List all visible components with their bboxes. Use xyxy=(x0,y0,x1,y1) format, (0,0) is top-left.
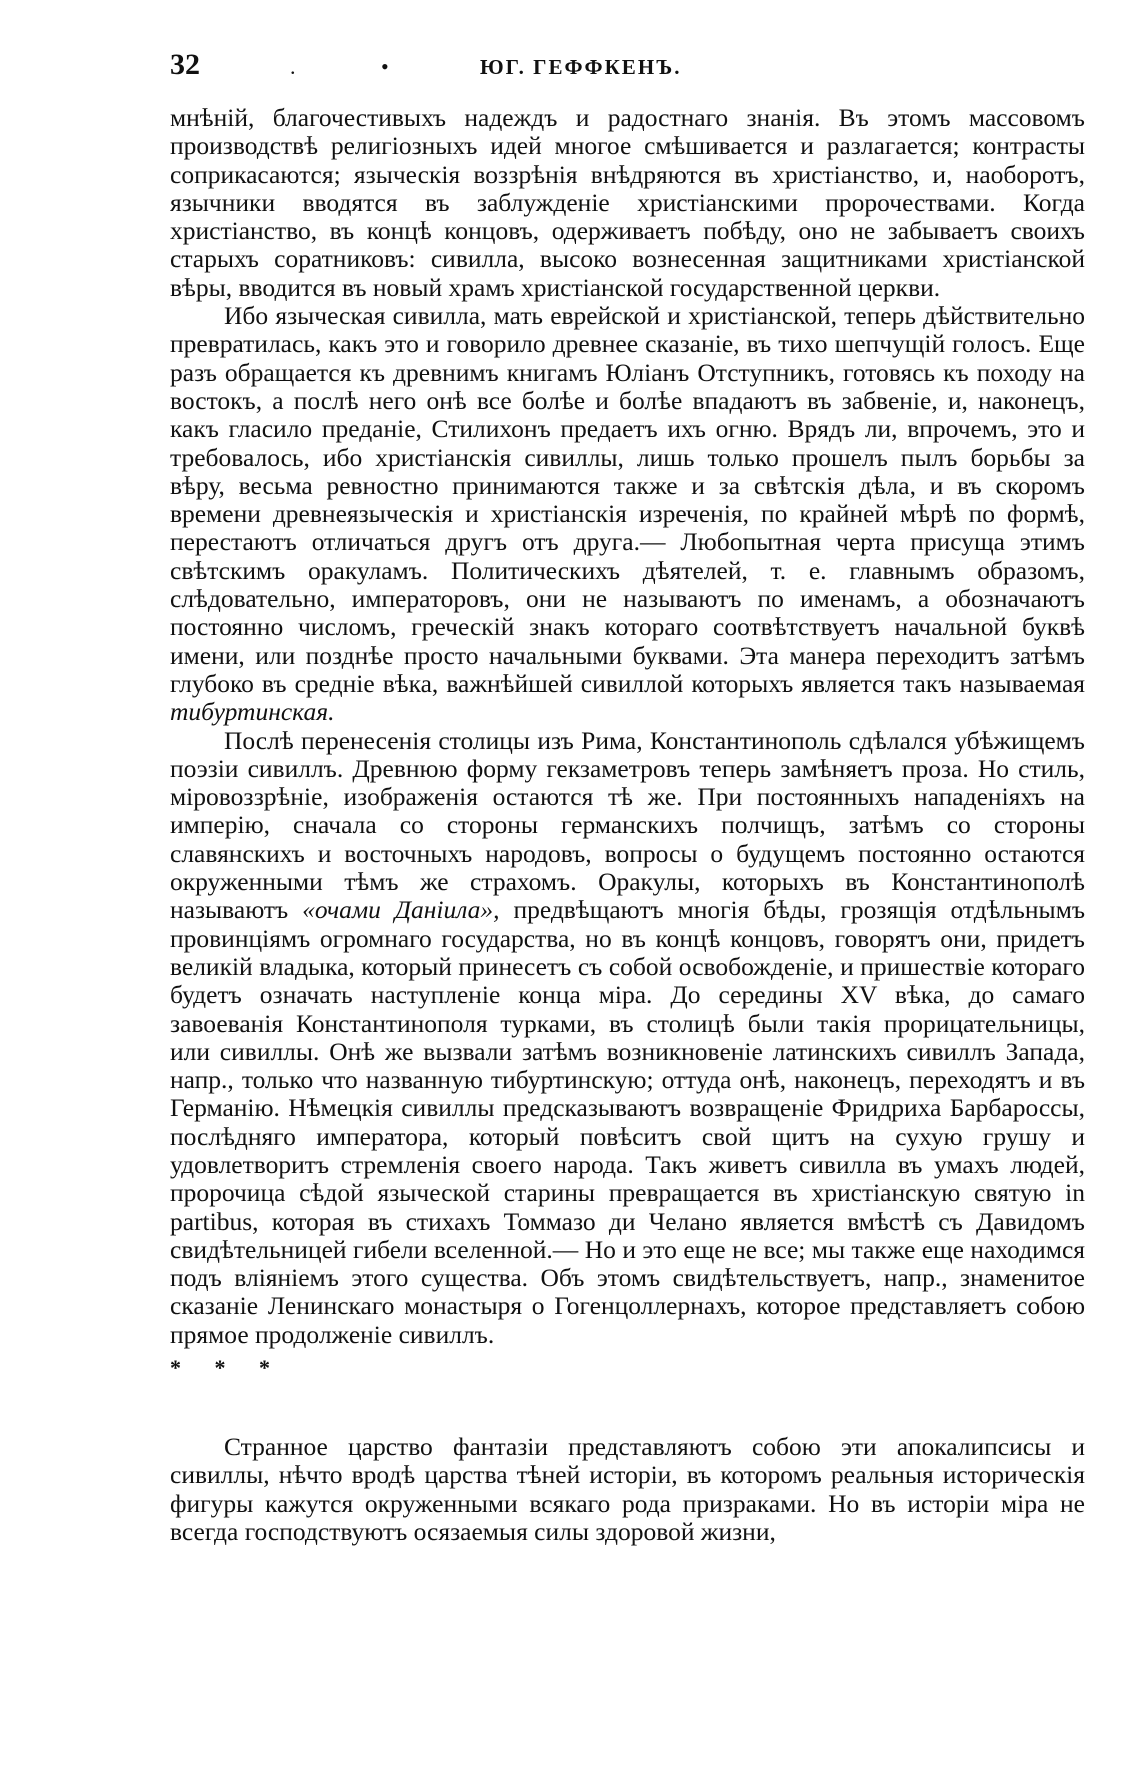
body-text xyxy=(170,104,1085,1546)
paragraph-2 xyxy=(170,302,1085,726)
paragraph-2-text: Ибо языческая сивилла, мать еврейской и христіанской, теперь дѣйствительно превратилась, какъ это и говорило древнее сказаніе, въ тихо шепчущій голосъ. Еще разъ обращается къ древнимъ книгамъ Юліанъ Отступникъ, готовясь къ походу на востокъ, а послѣ него онѣ все болѣе и болѣе впадаютъ въ забвеніе, и, наконецъ, какъ гласило преданіе, Стилихонъ предаетъ ихъ огню. Врядъ ли, впрочемъ, это и требовалось, ибо христіанскія сивиллы, лишь только прошелъ пылъ борьбы за вѣру, весьма ревностно принимаются также и за свѣтскія дѣла, и въ скоромъ времени древнеязыческія и христіанскія изреченія, по крайней мѣрѣ по формѣ, перестаютъ отличаться другъ отъ друга.— Любопытная черта присуща этимъ свѣтскимъ оракуламъ. Политическихъ дѣятелей, т. е. главнымъ образомъ, слѣдовательно, императоровъ, они не называютъ по именамъ, а обозначаютъ постоянно числомъ, греческій знакъ котораго соотвѣтствуетъ начальной буквѣ имени, или позднѣе просто начальными буквами. Эта манера переходитъ затѣмъ глубоко въ средніе вѣка, важнѣйшей сивиллой которыхъ является такъ называемая xyxy=(170,301,1085,698)
section-separator: * * * xyxy=(170,1355,284,1381)
paragraph-2-italic: тибуртинская. xyxy=(170,697,335,727)
running-title: ЮГ. ГЕФФКЕНЪ. xyxy=(480,55,682,79)
book-page xyxy=(170,48,1085,1546)
header-ornament: . • xyxy=(290,54,429,79)
paragraph-1: мнѣній, благочестивыхъ надеждъ и радостнаго знанія. Въ этомъ массовомъ производствѣ религіозныхъ идей многое смѣшивается и разлагается; контрасты соприкасаются; языческія воззрѣнія внѣдряются въ христіанство, и, наоборотъ, язычники вводятся въ заблужденіе христіанскими пророчествами. Когда христіанство, въ концѣ концовъ, одерживаетъ побѣду, оно не забываетъ своихъ старыхъ соратниковъ: сивилла, высоко вознесенная защитниками христіанской вѣры, вводится въ новый храмъ христіанской государственной церкви. xyxy=(170,103,1085,302)
page-number: 32 xyxy=(170,48,200,81)
paragraph-3 xyxy=(170,727,1085,1350)
paragraph-4: Странное царство фантазіи представляютъ собою эти апокалипсисы и сивиллы, нѣчто вродѣ царства тѣней исторіи, въ которомъ реальныя историческія фигуры кажутся окруженными всякаго рода призраками. Но въ исторіи міра не всегда господствуютъ осязаемыя силы здоровой жизни, xyxy=(170,1432,1085,1546)
paragraph-3-text-before: Послѣ перенесенія столицы изъ Рима, Константинополь сдѣлался убѣжищемъ поэзіи сивиллъ. Древнюю форму гекзаметровъ теперь замѣняетъ проза. Но стиль, міровоззрѣніе, изображенія остаются тѣ же. При постоянныхъ нападеніяхъ на имперію, сначала со стороны германскихъ полчищъ, затѣмъ со стороны славянскихъ и восточныхъ народовъ, вопросы о будущемъ постоянно остаются окруженными тѣмъ же страхомъ. Оракулы, которыхъ въ Константинополѣ называютъ xyxy=(170,725,1085,925)
paragraph-3-italic: «очами Даніила», xyxy=(302,895,500,925)
page-header xyxy=(170,48,1085,88)
paragraph-3-text-after: предвѣщаютъ многія бѣды, грозящія отдѣльнымъ провинціямъ огромнаго государства, но въ концѣ концовъ, говорятъ они, придетъ великій владыка, который принесетъ съ собой освобожденіе, и пришествіе котораго будетъ означать наступленіе конца міра. До середины XV вѣка, до самаго завоеванія Константинополя турками, въ столицѣ были такія прорицательницы, или сивиллы. Онѣ же вызвали затѣмъ возникновеніе латинскихъ сивиллъ Запада, напр., только что названную тибуртинскую; оттуда онѣ, наконецъ, переходятъ и въ Германію. Нѣмецкія сивиллы предсказываютъ возвращеніе Фридриха Барбароссы, послѣдняго императора, который повѣситъ свой щитъ на сухую грушу и удовлетворитъ стремленія своего народа. Такъ живетъ сивилла въ умахъ людей, пророчица сѣдой языческой старины превращается въ христіанскую святую in partibus, которая въ стихахъ Томмазо ди Челано является вмѣстѣ съ Давидомъ свидѣтельницей гибели вселенной.— Но и это еще не все; мы также еще находимся подъ вліяніемъ этого существа. Объ этомъ свидѣтельствуетъ, напр., знаменитое сказаніе Ленинскаго монастыря о Гогенцоллернахъ, которое представляетъ собою прямое продолженіе сивиллъ. xyxy=(170,895,1086,1349)
